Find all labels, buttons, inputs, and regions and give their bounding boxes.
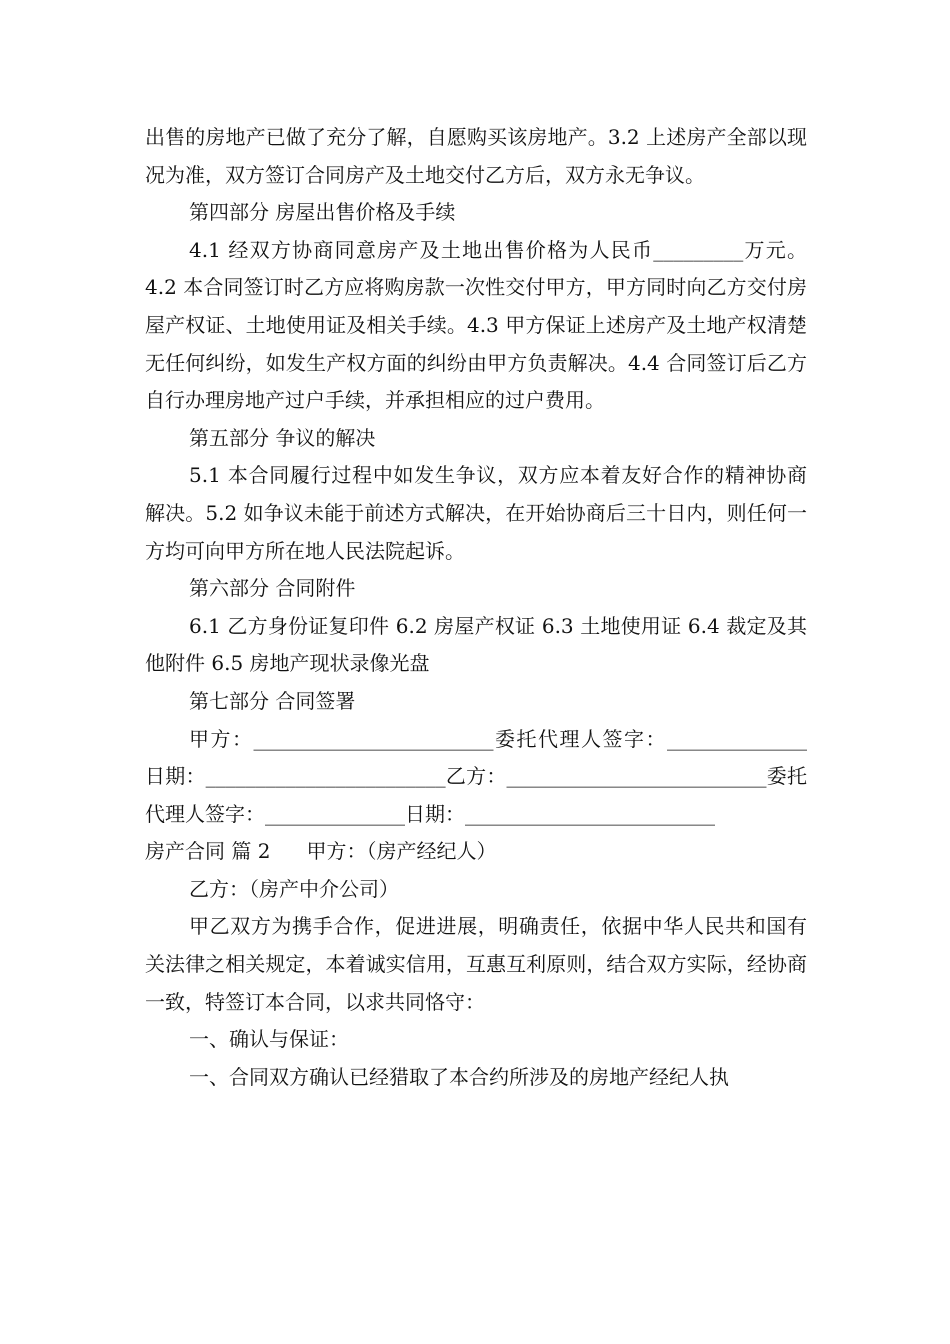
paragraph-5-1: 5.1 本合同履行过程中如发生争议，双方应本着友好合作的精神协商解决。5.2 如争议未能于前述方式解决，在开始协商后三十日内，则任何一方均可向甲方所在地人民法院起诉。	[145, 463, 807, 563]
signature-block: 甲方：________________________委托代理人签字：______________日期：________________________乙方：__________________________委托代理人签字：______________日期：_________________________	[145, 726, 807, 826]
section-heading-6: 第六部分 合同附件	[189, 576, 356, 601]
contract-2-party-a: 甲方：（房产经纪人）	[306, 839, 497, 864]
paragraph-3-1: 出售的房地产已做了充分了解，自愿购买该房地产。3.2 上述房产全部以现况为准，双方签订合同房产及土地交付乙方后，双方永无争议。	[145, 125, 807, 187]
section-heading-5: 第五部分 争议的解决	[189, 425, 376, 450]
contract-2-section-1-heading: 一、确认与保证：	[189, 1027, 349, 1052]
paragraph-4-1: 4.1 经双方协商同意房产及土地出售价格为人民币_________万元。4.2 本合同签订时乙方应将购房款一次性交付甲方，甲方同时向乙方交付房屋产权证、土地使用证及相关手续。4.3 甲方保证上述房产及土地产权清楚无任何纠纷，如发生产权方面的纠纷由甲方负责解决。4.4 合同签订后乙方自行办理房地产过户手续，并承担相应的过户费用。	[145, 237, 807, 413]
contract-2-heading-line	[145, 833, 807, 871]
document-body	[145, 119, 807, 1096]
contract-2-clause-1: 一、合同双方确认已经猎取了本合约所涉及的房地产经纪人执	[189, 1064, 729, 1089]
contract-2-preamble: 甲乙双方为携手合作，促进进展，明确责任，依据中华人民共和国有关法律之相关规定，本着诚实信用，互惠互利原则，结合双方实际，经协商一致，特签订本合同，以求共同恪守：	[145, 914, 807, 1014]
contract-2-title: 房产合同 篇 2	[145, 839, 271, 864]
section-heading-4: 第四部分 房屋出售价格及手续	[189, 200, 456, 225]
contract-2-party-b: 乙方：（房产中介公司）	[189, 876, 399, 901]
section-heading-7: 第七部分 合同签署	[189, 688, 356, 713]
paragraph-6-1: 6.1 乙方身份证复印件 6.2 房屋产权证 6.3 土地使用证 6.4 裁定及其他附件 6.5 房地产现状录像光盘	[145, 613, 807, 676]
